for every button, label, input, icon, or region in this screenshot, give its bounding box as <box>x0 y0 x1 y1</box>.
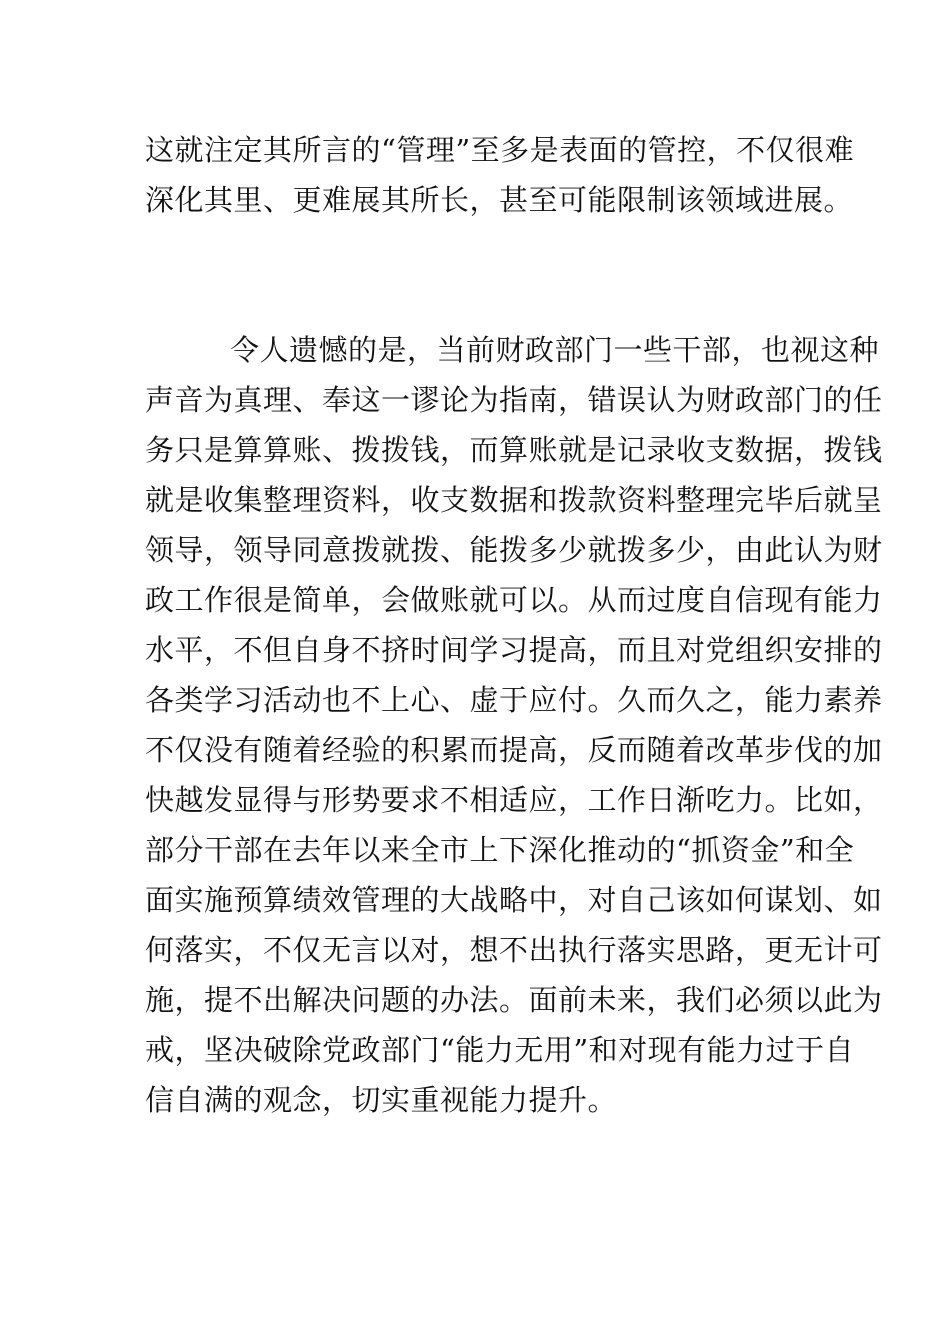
text-line: 政工作很是简单，会做账就可以。从而过度自信现有能力 <box>145 583 883 617</box>
text-line: 快越发显得与形势要求不相适应，工作日渐吃力。比如， <box>145 783 883 817</box>
text-line: 何落实，不仅无言以对，想不出执行落实思路，更无计可 <box>145 933 883 967</box>
text-line: 务只是算算账、拨拨钱，而算账就是记录收支数据，拨钱 <box>145 433 883 467</box>
text-line: 戒，坚决破除党政部门“能力无用”和对现有能力过于自 <box>145 1033 855 1067</box>
text-line: 部分干部在去年以来全市上下深化推动的“抓资金”和全 <box>145 833 855 867</box>
text-line: 令人遗憾的是，当前财政部门一些干部，也视这种 <box>230 333 880 367</box>
text-line: 面实施预算绩效管理的大战略中，对自己该如何谋划、如 <box>145 883 883 917</box>
text-line: 施，提不出解决问题的办法。面前未来，我们必须以此为 <box>145 983 883 1017</box>
text-line: 领导，领导同意拨就拨、能拨多少就拨多少，由此认为财 <box>145 533 883 567</box>
text-line: 这就注定其所言的“管理”至多是表面的管控，不仅很难 <box>145 133 855 167</box>
text-line: 深化其里、更难展其所长，甚至可能限制该领域进展。 <box>145 183 854 217</box>
text-line: 各类学习活动也不上心、虚于应付。久而久之，能力素养 <box>145 683 883 717</box>
text-line: 水平，不但自身不挤时间学习提高，而且对党组织安排的 <box>145 633 883 667</box>
text-line: 就是收集整理资料，收支数据和拨款资料整理完毕后就呈 <box>145 483 883 517</box>
text-line: 不仅没有随着经验的积累而提高，反而随着改革步伐的加 <box>145 733 883 767</box>
text-line: 声音为真理、奉这一谬论为指南，错误认为财政部门的任 <box>145 383 883 417</box>
text-line: 信自满的观念，切实重视能力提升。 <box>145 1083 618 1117</box>
